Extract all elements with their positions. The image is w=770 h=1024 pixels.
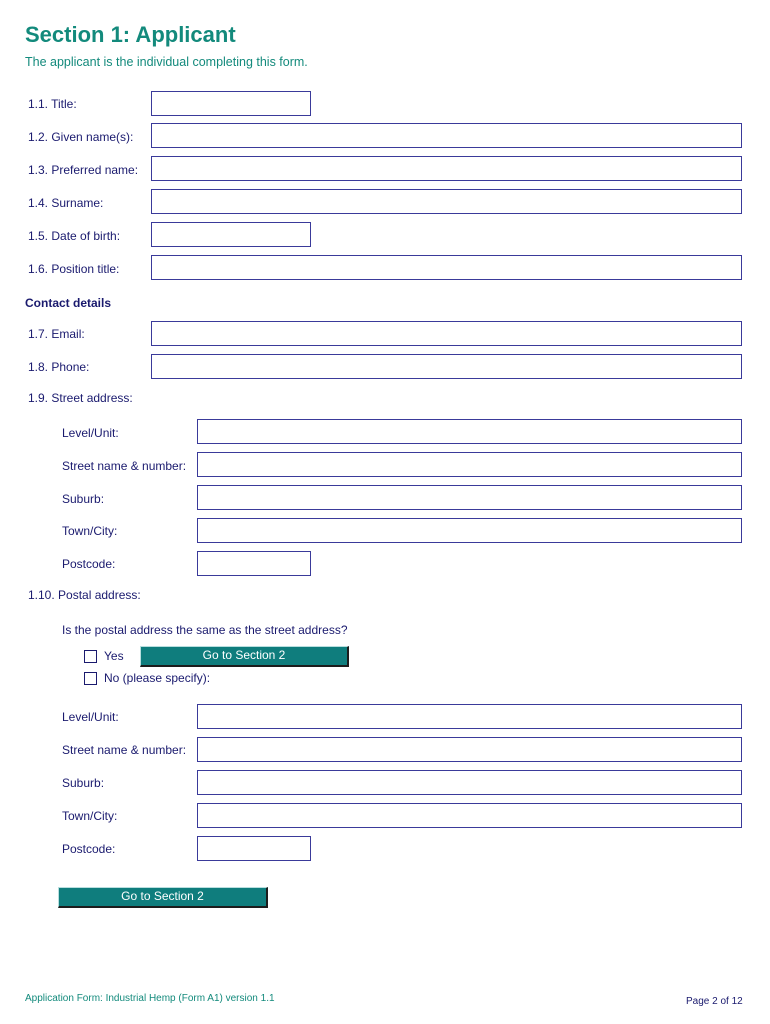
postal-postcode-label: Postcode: <box>62 842 116 856</box>
postal-street-name-number-input[interactable] <box>197 737 742 762</box>
postal-same-question: Is the postal address the same as the street address? <box>62 623 348 637</box>
dob-input[interactable] <box>151 222 311 247</box>
footer-form-name: Application Form: Industrial Hemp (Form A1) version 1.1 <box>25 993 275 1004</box>
phone-label: 1.8. Phone: <box>28 360 90 374</box>
street-town-city-input[interactable] <box>197 518 742 543</box>
street-name-number-input[interactable] <box>197 452 742 477</box>
street-address-label: 1.9. Street address: <box>28 391 133 405</box>
footer-page-number: Page 2 of 12 <box>686 996 743 1007</box>
postal-level-unit-label: Level/Unit: <box>62 710 119 724</box>
street-postcode-label: Postcode: <box>62 557 116 571</box>
postal-yes-label: Yes <box>104 649 124 663</box>
given-names-label: 1.2. Given name(s): <box>28 130 134 144</box>
email-label: 1.7. Email: <box>28 327 85 341</box>
email-input[interactable] <box>151 321 742 346</box>
street-level-unit-input[interactable] <box>197 419 742 444</box>
preferred-name-input[interactable] <box>151 156 742 181</box>
postal-town-city-input[interactable] <box>197 803 742 828</box>
surname-label: 1.4. Surname: <box>28 196 104 210</box>
postal-suburb-label: Suburb: <box>62 776 105 790</box>
section-subtitle: The applicant is the individual completing this form. <box>25 55 308 69</box>
position-title-label: 1.6. Position title: <box>28 262 120 276</box>
street-postcode-input[interactable] <box>197 551 311 576</box>
postal-street-name-number-label: Street name & number: <box>62 743 187 757</box>
section-title: Section 1: Applicant <box>25 22 236 47</box>
postal-suburb-input[interactable] <box>197 770 742 795</box>
contact-details-heading: Contact details <box>25 296 112 310</box>
street-suburb-input[interactable] <box>197 485 742 510</box>
title-input[interactable] <box>151 91 311 116</box>
preferred-name-label: 1.3. Preferred name: <box>28 163 139 177</box>
postal-yes-checkbox[interactable] <box>84 650 97 663</box>
title-label: 1.1. Title: <box>28 97 77 111</box>
position-title-input[interactable] <box>151 255 742 280</box>
surname-input[interactable] <box>151 189 742 214</box>
postal-level-unit-input[interactable] <box>197 704 742 729</box>
postal-postcode-input[interactable] <box>197 836 311 861</box>
street-name-number-label: Street name & number: <box>62 459 187 473</box>
postal-no-label: No (please specify): <box>104 671 211 685</box>
postal-address-label: 1.10. Postal address: <box>28 588 141 602</box>
go-to-section-2-button-inline[interactable]: Go to Section 2 <box>140 646 349 667</box>
postal-town-city-label: Town/City: <box>62 809 118 823</box>
phone-input[interactable] <box>151 354 742 379</box>
go-to-section-2-button[interactable]: Go to Section 2 <box>58 887 268 908</box>
street-level-unit-label: Level/Unit: <box>62 426 119 440</box>
dob-label: 1.5. Date of birth: <box>28 229 121 243</box>
postal-no-checkbox[interactable] <box>84 672 97 685</box>
street-town-city-label: Town/City: <box>62 524 118 538</box>
street-suburb-label: Suburb: <box>62 492 105 506</box>
given-names-input[interactable] <box>151 123 742 148</box>
